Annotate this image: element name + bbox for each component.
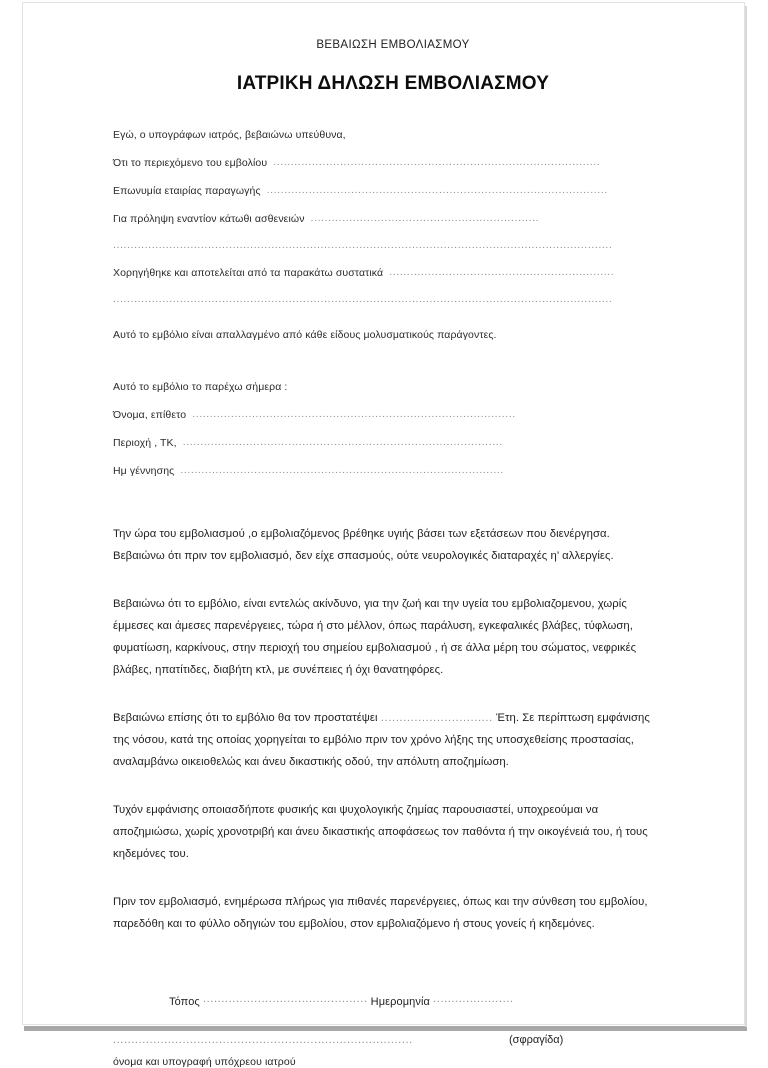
paragraph-informed-consent: Πριν τον εμβολιασμό, ενημέρωσα πλήρως για πιθανές παρενέργειες, όπως και την σύνθεση του εμβολίου, παρεδόθη και το φύλλο οδηγιών του εμβολίου, στον εμβολιαζόμενο ή στους γονείς ή κηδεμόνες. [113, 896, 648, 930]
paragraph-protection-duration [113, 707, 661, 773]
dotted-leader: ........................................................................................... [182, 437, 503, 448]
signature-dotted-line: .................................................................................. [113, 1034, 413, 1046]
field-label: Ημ γέννησης [113, 465, 175, 477]
document-content [113, 3, 673, 1068]
field-label: Για πρόληψη εναντίον κάτωθι ασθενειών [113, 213, 305, 225]
document-kicker: ΒΕΒΑΙΩΣΗ ΕΜΒΟΛΙΑΣΜΟΥ [316, 39, 470, 51]
dotted-leader: ................................................................................................. [266, 185, 608, 196]
dotted-leader: ............................................................................................ [180, 465, 504, 476]
field-vaccine-content [113, 157, 673, 169]
statement-administering-today: Αυτό το εμβόλιο το παρέχω σήμερα : [113, 381, 288, 393]
date-label: Ημερομηνία [370, 996, 430, 1008]
field-patient-birthdate [113, 465, 673, 477]
dotted-rule-continuation-2: .............................................................................................................................................. [113, 293, 613, 305]
dotted-leader: ................................................................. [310, 213, 540, 224]
paragraph-protection-after: Έτη. Σε περίπτωση εμφάνισης της νόσου, κατά της οποίας χορηγείται το εμβόλιο πριν τον χρόνο λήξης της υποσχεθείσης προστασίας, αναλαμβάνω οικειοθελώς και άνευ δικαστικής οδού, την απόλυτη αποζημίωση. [113, 712, 650, 768]
statement-free-of-agents: Αυτό το εμβόλιο είναι απαλλαγμένο από κάθε είδους μολυσματικούς παράγοντες. [113, 329, 497, 341]
dotted-leader: ............................................................................................. [273, 157, 601, 168]
signature-place-date-row [113, 993, 673, 1008]
page-shadow-right [745, 6, 747, 1027]
field-label: Επωνυμία εταιρίας παραγωγής [113, 185, 261, 197]
dotted-leader: ................................................................ [389, 267, 615, 278]
place-dotted-leader: ............................................. [202, 993, 368, 1005]
field-label: Περιοχή , ΤΚ, [113, 437, 177, 449]
date-dotted-leader: ...................... [433, 993, 514, 1005]
dotted-leader: ............................................................................................ [192, 409, 516, 420]
declaration-body [113, 523, 673, 935]
signature-block [113, 993, 673, 1068]
field-label: Χορηγήθηκε και αποτελείται από τα παρακάτω συστατικά [113, 267, 384, 279]
field-label: Όνομα, επίθετο [113, 409, 187, 421]
paragraph-safety-assurance: Βεβαιώνω ότι το εμβόλιο, είναι εντελώς ακίνδυνο, για την ζωή και την υγεία του εμβολιαζομενου, χωρίς έμμεσες και άμεσες παρενέργειες, τώρα ή στο μέλλον, όπως παράλυση, εγκεφαλικές βλάβες, τύφλωση, φυματίωση, καρκίνους, στην περιοχή του σημείου εμβολιασμού , ή σε άλλα μέρη του σώματος, νεφρικές βλάβες, ηπατίτιδες, διαβήτη κτλ, με συνέπειες ή όχι θανατηφόρες. [113, 598, 637, 676]
signature-line-row [113, 1034, 673, 1046]
paragraph-protection-before: Βεβαιώνω επίσης ότι το εμβόλιο θα τον προστατέψει [113, 712, 381, 724]
intro-declaration: Εγώ, ο υπογράφων ιατρός, βεβαιώνω υπεύθυνα, [113, 129, 346, 141]
dotted-rule-continuation-1: .............................................................................................................................................. [113, 239, 613, 251]
paragraph-health-status: Την ώρα του εμβολιασμού ,ο εμβολιαζόμενος βρέθηκε υγιής βάσει των εξετάσεων που διενέργησα. Βεβαιώνω ότι πριν τον εμβολιασμό, δεν είχε σπασμούς, ούτε νευρολογικές διαταραχές η’ αλλεργίες. [113, 528, 614, 562]
stamp-label: (σφραγίδα) [509, 1034, 564, 1046]
field-label: Ότι το περιεχόμενο του εμβολίου [113, 157, 268, 169]
field-patient-name [113, 409, 673, 421]
field-diseases-prevented [113, 213, 673, 225]
place-label: Τόπος [169, 996, 200, 1008]
signature-caption: όνομα και υπογραφή υπόχρεου ιατρού [113, 1056, 296, 1068]
dotted-leader-years: .............................. [380, 712, 493, 724]
page-title: ΙΑΤΡΙΚΗ ΔΗΛΩΣΗ ΕΜΒΟΛΙΑΣΜΟΥ [236, 73, 550, 94]
document-page [22, 2, 745, 1068]
field-composition [113, 267, 673, 279]
paragraph-damage-compensation: Τυχόν εμφάνισης οποιασδήποτε φυσικής και ψυχολογικής ζημίας παρουσιαστεί, υποχρεούμαι να αποζημιώσω, χωρίς χρονοτριβή και άνευ δικαστικής αποφάσεως τον παθόντα ή την οικογένειά του, ή τους κηδεμόνες του. [113, 804, 648, 860]
field-manufacturer-name [113, 185, 673, 197]
field-patient-area-postcode [113, 437, 673, 449]
